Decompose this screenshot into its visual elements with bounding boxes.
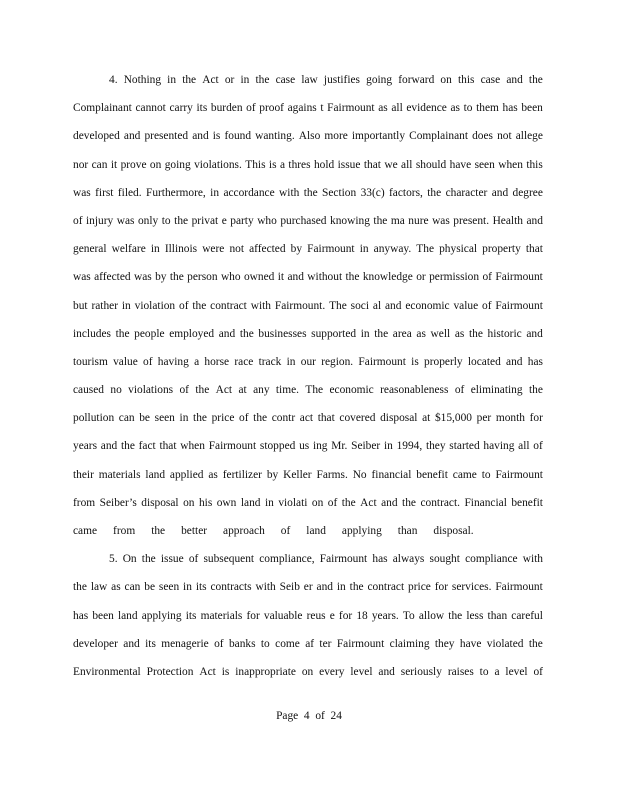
text-line: caused no violations of the Act at any time. The economic reasonableness of eliminating the	[73, 384, 543, 397]
paragraph-5	[73, 545, 543, 686]
text-line: but rather in violation of the contract with Fairmount. The soci al and economic value of Fairmount	[73, 299, 543, 312]
page-total: 24	[330, 710, 342, 722]
document-body	[73, 66, 543, 686]
text-line: 5. On the issue of subsequent compliance, Fairmount has always sought compliance with	[109, 553, 543, 566]
text-line: includes the people employed and the businesses supported in the area as well as the historic and	[73, 327, 543, 340]
text-line: has been land applying its materials for valuable reus e for 18 years. To allow the less than careful	[73, 609, 543, 622]
of-label: of	[315, 710, 325, 722]
text-line: pollution can be seen in the price of the contr act that covered disposal at $15,000 per month for	[73, 412, 543, 425]
text-line: of injury was only to the privat e party who purchased knowing the ma nure was present. Health and	[73, 214, 543, 227]
text-line: developed and presented and is found wanting. Also more importantly Complainant does not allege	[73, 130, 543, 143]
text-line: came from the better approach of land applying than disposal.	[73, 525, 474, 537]
text-line: nor can it prove on going violations. This is a thres hold issue that we all should have seen when this	[73, 158, 543, 171]
text-line: Complainant cannot carry its burden of proof agains t Fairmount as all evidence as to them has been	[73, 102, 543, 115]
text-line: the law as can be seen in its contracts with Seib er and in the contract price for services. Fairmount	[73, 581, 543, 594]
text-line: from Seiber’s disposal on his own land in violati on of the Act and the contract. Financial benefit	[73, 496, 543, 509]
text-line: their materials land applied as fertilizer by Keller Farms. No financial benefit came to Fairmount	[73, 468, 543, 481]
text-line: Environmental Protection Act is inappropriate on every level and seriously raises to a level of	[73, 665, 543, 678]
text-line: general welfare in Illinois were not affected by Fairmount in anyway. The physical property that	[73, 243, 543, 256]
text-line: was first filed. Furthermore, in accordance with the Section 33(c) factors, the character and degree	[73, 186, 543, 199]
page-footer	[0, 710, 618, 722]
page-label: Page	[276, 710, 299, 722]
text-line: tourism value of having a horse race track in our region. Fairmount is properly located and has	[73, 355, 543, 368]
text-line: developer and its menagerie of banks to come af ter Fairmount claiming they have violated the	[73, 637, 543, 650]
page-number: 4	[303, 710, 310, 722]
text-line: years and the fact that when Fairmount stopped us ing Mr. Seiber in 1994, they started having all of	[73, 440, 543, 453]
paragraph-4	[73, 66, 543, 545]
text-line: was affected was by the person who owned it and without the knowledge or permission of Fairmount	[73, 271, 543, 284]
text-line: 4. Nothing in the Act or in the case law justifies going forward on this case and the	[109, 74, 543, 86]
